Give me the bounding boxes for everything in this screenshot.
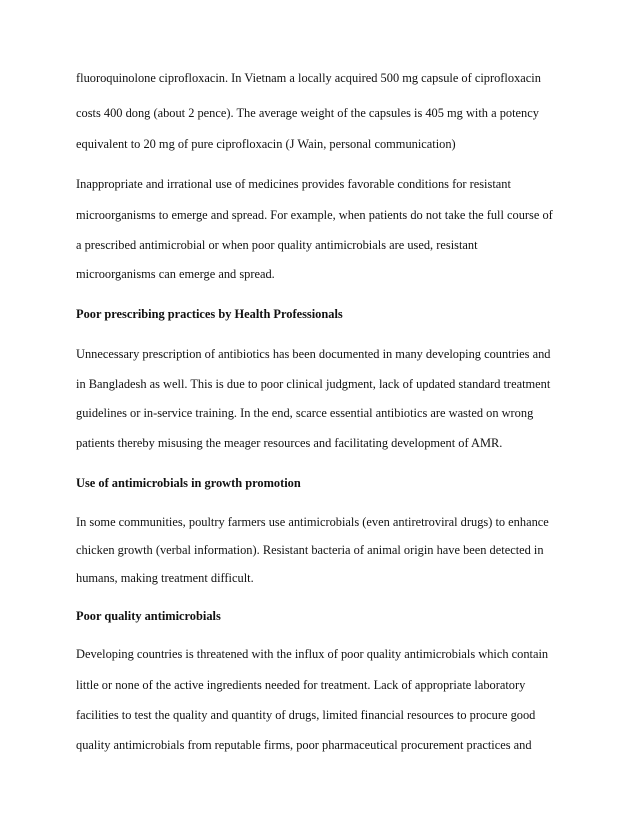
text-line: chicken growth (verbal information). Resistant bacteria of animal origin have been detected in (76, 543, 544, 557)
text-line: Unnecessary prescription of antibiotics has been documented in many developing countries and (76, 347, 551, 361)
text-line: equivalent to 20 mg of pure ciprofloxacin (J Wain, personal communication) (76, 137, 456, 151)
text-line: in Bangladesh as well. This is due to poor clinical judgment, lack of updated standard treatment (76, 377, 551, 391)
section-heading: Poor prescribing practices by Health Professionals (76, 307, 343, 321)
text-line: microorganisms can emerge and spread. (76, 267, 275, 281)
section-heading: Poor quality antimicrobials (76, 609, 221, 623)
text-line: guidelines or in-service training. In the end, scarce essential antibiotics are wasted on wrong (76, 406, 534, 420)
text-line: Developing countries is threatened with the influx of poor quality antimicrobials which contain (76, 647, 549, 661)
section-heading: Use of antimicrobials in growth promotion (76, 476, 301, 490)
text-line: In some communities, poultry farmers use antimicrobials (even antiretroviral drugs) to enhance (76, 515, 549, 529)
text-line: Inappropriate and irrational use of medicines provides favorable conditions for resistant (76, 177, 511, 191)
text-line: quality antimicrobials from reputable firms, poor pharmaceutical procurement practices and (76, 738, 532, 752)
text-line: facilities to test the quality and quantity of drugs, limited financial resources to procure good (76, 708, 536, 722)
text-line: humans, making treatment difficult. (76, 571, 254, 585)
text-line: a prescribed antimicrobial or when poor quality antimicrobials are used, resistant (76, 238, 478, 252)
text-line: costs 400 dong (about 2 pence). The average weight of the capsules is 405 mg with a potency (76, 106, 539, 120)
text-line: fluoroquinolone ciprofloxacin. In Vietnam a locally acquired 500 mg capsule of ciprofloxacin (76, 71, 541, 85)
text-line: microorganisms to emerge and spread. For example, when patients do not take the full course of (76, 208, 553, 222)
text-line: little or none of the active ingredients needed for treatment. Lack of appropriate laboratory (76, 678, 526, 692)
text-line: patients thereby misusing the meager resources and facilitating development of AMR. (76, 436, 503, 450)
